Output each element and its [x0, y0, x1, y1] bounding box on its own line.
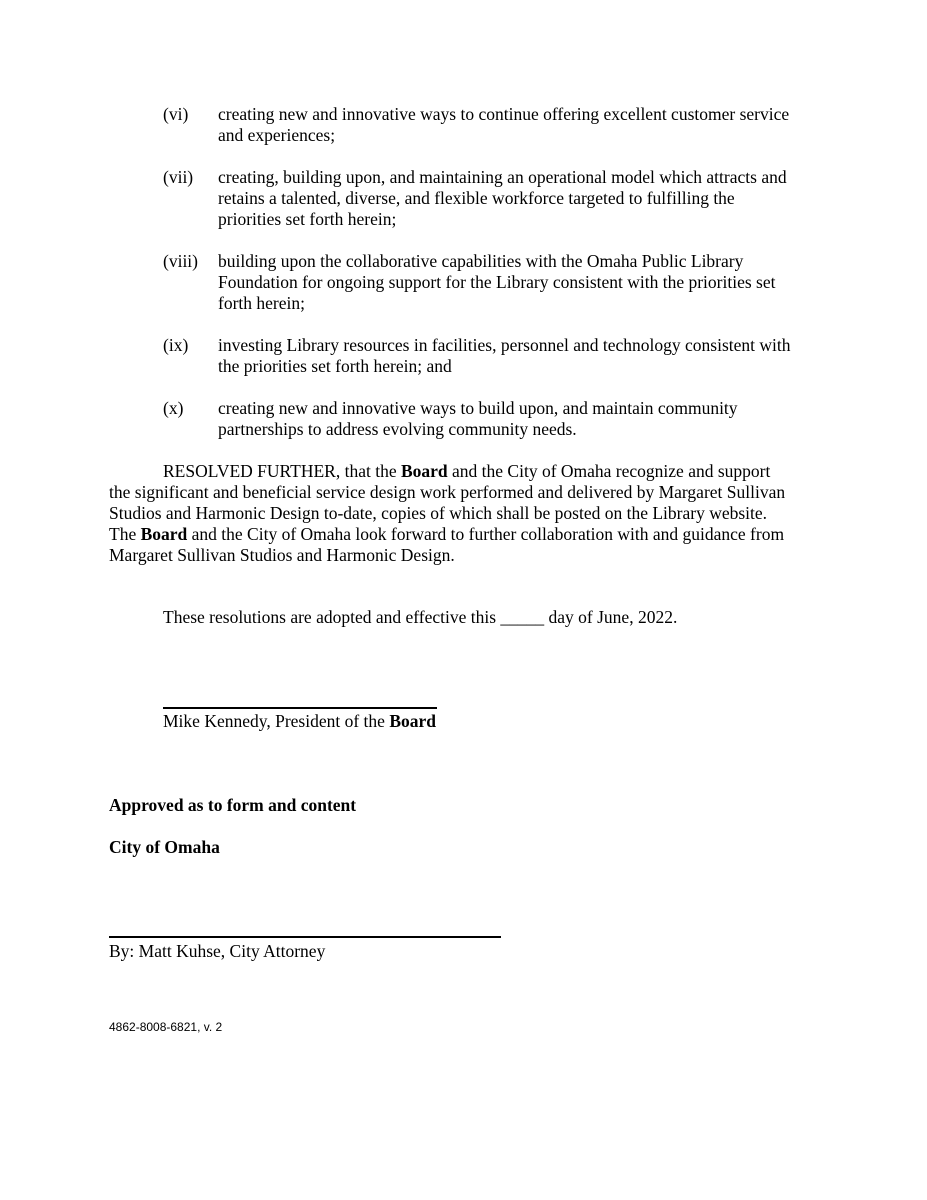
item-line: retains a talented, diverse, and flexible workforce targeted to fulfilling the: [218, 188, 735, 208]
paragraph-line: Margaret Sullivan Studios and Harmonic Design.: [109, 545, 455, 565]
board-term: Board: [400, 461, 448, 481]
document-id: 4862-8008-6821, v. 2: [109, 1020, 223, 1034]
item-number: (x): [163, 398, 184, 418]
text-run: and the City of Omaha look forward to further collaboration with and guidance from: [187, 524, 785, 544]
city-heading: City of Omaha: [109, 837, 220, 857]
approved-heading: Approved as to form and content: [109, 795, 357, 815]
item-line: priorities set forth herein;: [218, 209, 397, 229]
item-line: creating new and innovative ways to continue offering excellent customer service: [218, 104, 790, 124]
item-text: [218, 104, 823, 146]
item-line: building upon the collaborative capabilities with the Omaha Public Library: [218, 251, 744, 271]
item-line: forth herein;: [218, 293, 305, 313]
item-line: partnerships to address evolving community needs.: [218, 419, 577, 439]
attorney-signature-label: By: Matt Kuhse, City Attorney: [109, 941, 326, 961]
item-line: the priorities set forth herein; and: [218, 356, 452, 376]
item-line: creating, building upon, and maintaining an operational model which attracts and: [218, 167, 787, 187]
item-number: (vi): [163, 104, 189, 124]
item-line: and experiences;: [218, 125, 336, 145]
item-text: [218, 398, 823, 440]
attorney-signature-line: [109, 936, 501, 938]
paragraph-line: [109, 461, 824, 482]
board-term: Board: [140, 524, 188, 544]
adoption-statement: These resolutions are adopted and effective this _____ day of June, 2022.: [163, 607, 678, 627]
item-number: (ix): [163, 335, 189, 355]
president-signature-line: [163, 707, 437, 709]
resolved-further-paragraph: [109, 461, 824, 566]
item-number: (viii): [163, 251, 198, 271]
item-number: (vii): [163, 167, 194, 187]
paragraph-line: the significant and beneficial service design work performed and delivered by Margaret Sullivan: [109, 482, 786, 502]
president-signature-label: [163, 711, 436, 732]
item-line: creating new and innovative ways to build upon, and maintain community: [218, 398, 738, 418]
board-term: Board: [389, 711, 436, 731]
item-line: Foundation for ongoing support for the Library consistent with the priorities set: [218, 272, 776, 292]
text-run: RESOLVED FURTHER, that the: [163, 461, 401, 481]
item-text: [218, 335, 823, 377]
text-run: Mike Kennedy, President of the: [163, 711, 390, 731]
paragraph-line: [109, 524, 824, 545]
text-run: and the City of Omaha recognize and support: [447, 461, 771, 481]
paragraph-line: Studios and Harmonic Design to-date, copies of which shall be posted on the Library website.: [109, 503, 768, 523]
item-text: [218, 251, 823, 314]
item-line: investing Library resources in facilities, personnel and technology consistent with: [218, 335, 791, 355]
text-run: The: [109, 524, 141, 544]
item-text: [218, 167, 823, 230]
